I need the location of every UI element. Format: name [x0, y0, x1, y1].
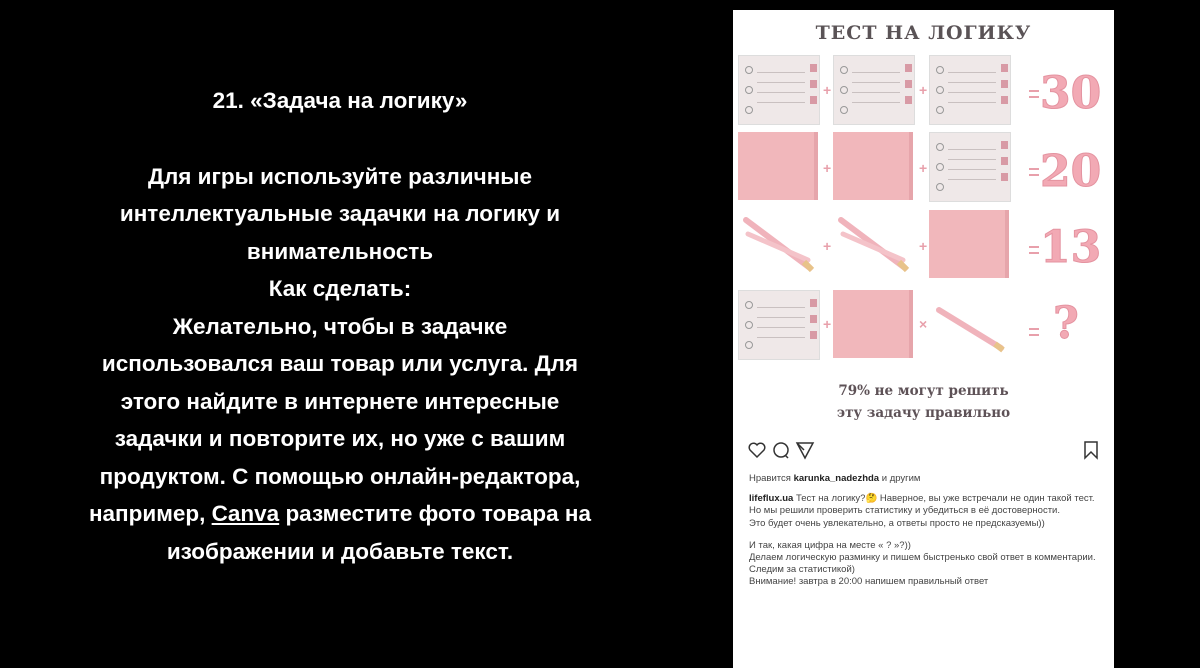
text-line: Желательно, чтобы в задачке	[172, 313, 508, 339]
text-line: продуктом. С помощью онлайн-редактора,	[99, 463, 581, 489]
planner-image	[833, 55, 915, 125]
likes-user[interactable]: karunka_nadezhda	[793, 473, 880, 484]
post-author[interactable]: lifeflux.ua	[749, 493, 794, 505]
plus-sign: +	[823, 316, 832, 332]
caption-line: 79% не могут решить	[838, 383, 1009, 399]
planner-image	[738, 290, 820, 360]
equals-sign	[1029, 328, 1039, 336]
post-title: ТЕСТ НА ЛОГИКУ	[815, 22, 1032, 44]
text-fragment: разместите фото товара на	[279, 501, 592, 526]
equals-sign	[1029, 90, 1039, 98]
planner-image	[929, 55, 1011, 125]
text-line	[30, 495, 650, 533]
notebook-image	[833, 132, 913, 200]
post-meta	[749, 473, 1105, 589]
post-text: Делаем логическую разминку и пишем быстренько свой ответ в комментарии. Следим за статистикой)	[749, 552, 1096, 576]
result-number: ?	[1053, 298, 1079, 349]
post-caption	[733, 380, 1114, 424]
text-line: задачки и повторите их, но уже с вашим	[114, 426, 566, 451]
section-heading: 21. «Задача на логику»	[212, 88, 468, 113]
plus-sign: +	[823, 160, 832, 176]
likes-suffix: и другим	[879, 473, 921, 484]
plus-sign: +	[823, 238, 832, 254]
plus-sign: +	[919, 160, 928, 176]
plus-sign: +	[823, 82, 832, 98]
notebook-image	[833, 290, 913, 358]
post-text: Внимание! завтра в 20:00 напишем правильный ответ	[749, 576, 989, 588]
text-line: этого найдите в интернете интересные	[120, 388, 560, 414]
equals-sign	[1029, 168, 1039, 176]
planner-image	[929, 132, 1011, 202]
pencils-image	[833, 210, 913, 278]
equals-sign	[1029, 246, 1039, 254]
comment-icon[interactable]	[771, 440, 791, 460]
planner-image	[738, 55, 820, 125]
result-number: 20	[1040, 146, 1102, 197]
result-number: 13	[1040, 222, 1102, 273]
pencil-image	[929, 290, 1009, 358]
bookmark-icon[interactable]	[1082, 440, 1100, 460]
text-line: внимательность	[246, 238, 434, 264]
description-text	[30, 82, 650, 570]
text-line: использовался ваш товар или услуга. Для	[101, 351, 579, 376]
share-icon[interactable]	[795, 440, 815, 460]
pencils-image	[738, 210, 818, 278]
multiply-sign: ×	[919, 316, 928, 332]
text-line: интеллектуальные задачки на логику и	[119, 201, 561, 226]
result-number: 30	[1040, 68, 1102, 119]
notebook-image	[929, 210, 1009, 278]
likes-label: Нравится	[749, 473, 794, 484]
text-line: Для игры используйте различные	[147, 163, 533, 189]
notebook-image	[738, 132, 818, 200]
text-line: Как сделать:	[268, 276, 412, 301]
text-fragment: например,	[88, 501, 212, 526]
post-text	[749, 493, 1105, 517]
caption-line: эту задачу правильно	[836, 405, 1011, 421]
instagram-post	[733, 10, 1114, 668]
plus-sign: +	[919, 238, 928, 254]
text-line: изображении и добавьте текст.	[166, 538, 514, 564]
heart-icon[interactable]	[747, 440, 767, 460]
canva-link[interactable]: Canva	[211, 501, 280, 526]
action-bar	[747, 440, 1100, 462]
post-text-part: Тест на логику?🤔 Наверное, вы уже встречали не один такой тест. Но мы решили проверить статистику и убедиться в её достоверности.	[749, 493, 1095, 517]
plus-sign: +	[919, 82, 928, 98]
post-text: Это будет очень увлекательно, а ответы просто не предсказуемы))	[749, 517, 1045, 529]
likes-line	[749, 473, 1105, 485]
post-text: И так, какая цифра на месте « ? »?))	[749, 539, 911, 551]
